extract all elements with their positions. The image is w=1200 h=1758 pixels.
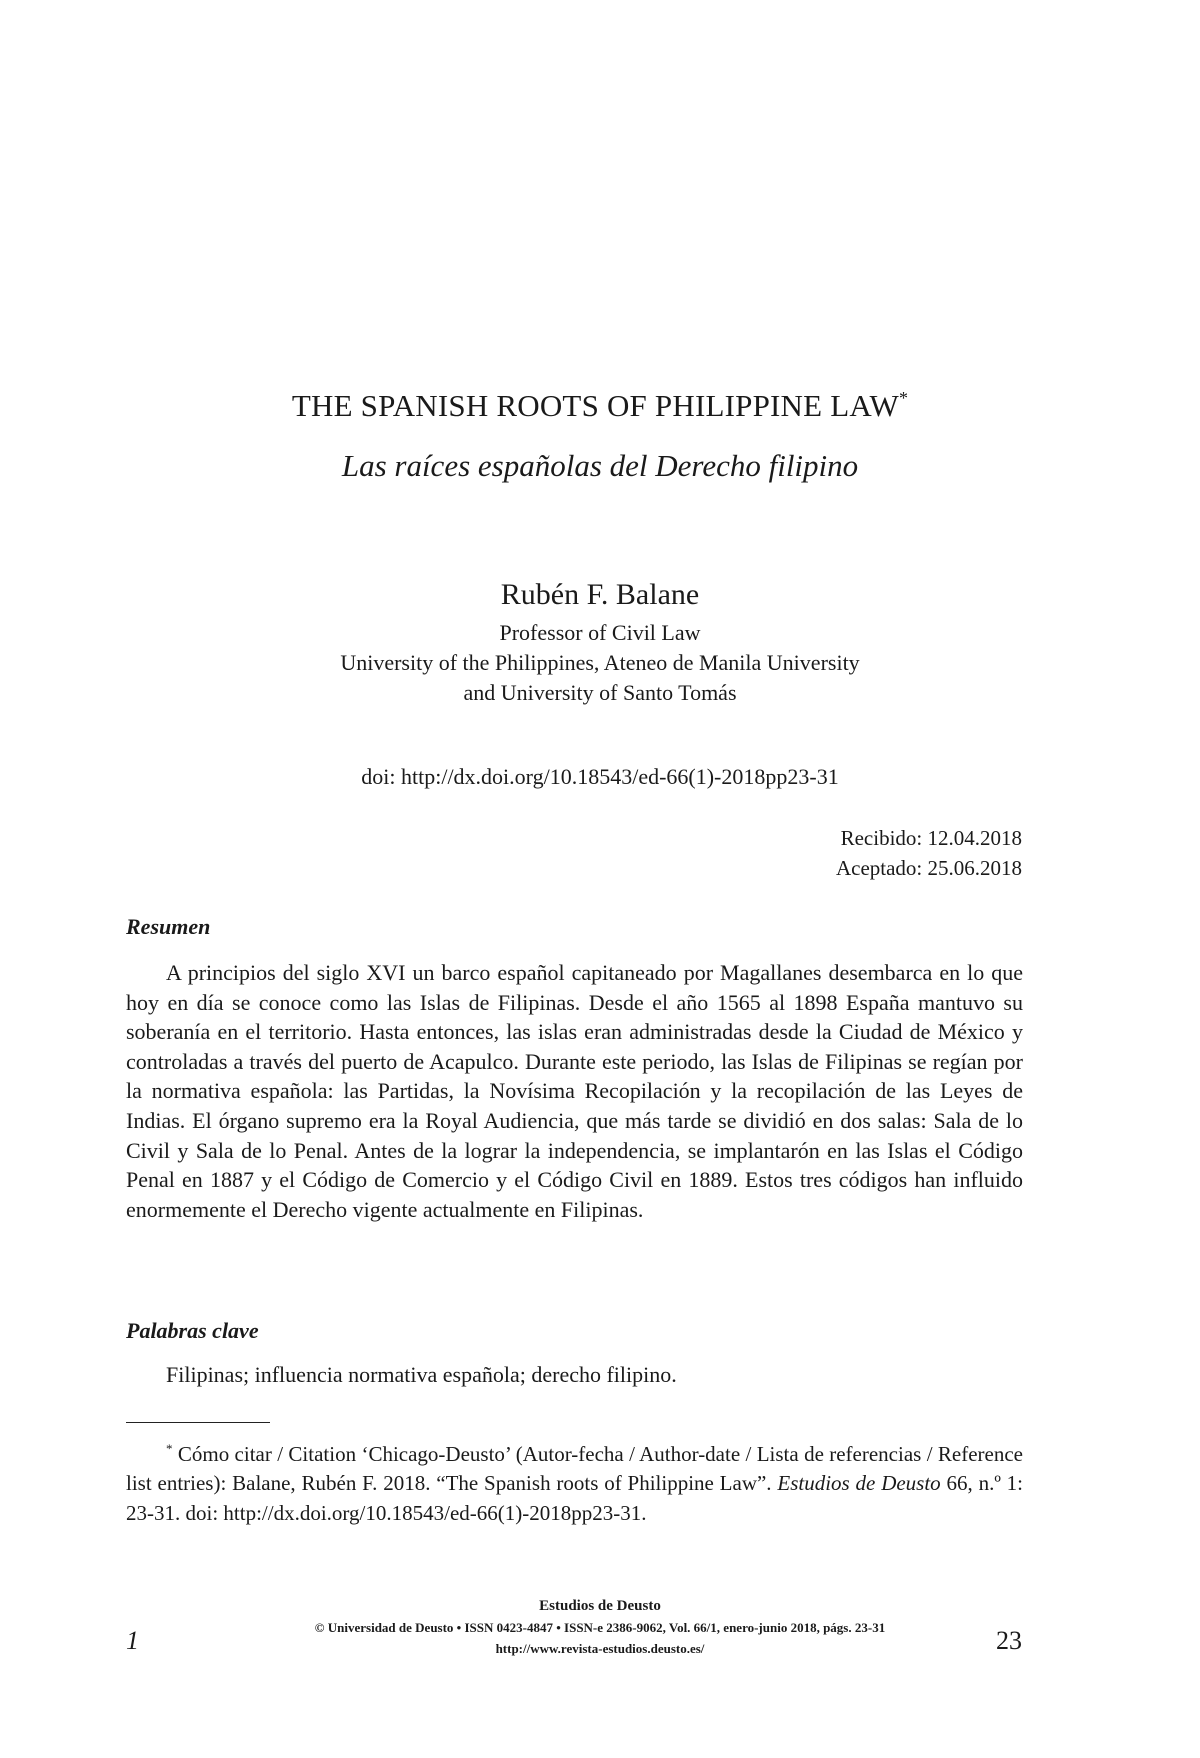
footnote-text-before: Cómo citar / Citation ‘Chicago-Deusto’ (Autor-fecha / Author-date / Lista de referencias / Reference list entries): Balane, Rubén F. 2018. “The Spanish roots of Philippine Law”. xyxy=(126,1442,1023,1496)
title-footnote-marker[interactable]: * xyxy=(898,388,909,408)
article-title-text: THE SPANISH ROOTS OF PHILIPPINE LAW xyxy=(291,388,899,423)
footnote-text-after: 66, n.º 1: 23-31. doi: http://dx.doi.org/10.18543/ed-66(1)-2018pp23-31. xyxy=(126,1471,1023,1525)
abstract-text: A principios del siglo XVI un barco español capitaneado por Magallanes desembarca en lo que hoy en día se conoce como las Islas de Filipinas. Desde el año 1565 al 1898 España mantuvo su soberanía en el territorio. Hasta entonces, las islas eran administradas desde la Ciudad de México y controladas a través del puerto de Acapulco. Durante este periodo, las Islas de Filipinas se regían por la normativa española: las Partidas, la Novísima Recopilación y la recopilación de las Leyes de Indias. El órgano supremo era la Royal Audiencia, que más tarde se dividió en dos salas: Sala de lo Civil y Sala de lo Penal. Antes de la lograr la independencia, se implantarón en las Islas el Código Penal en 1887 y el Código de Comercio y el Código Civil en 1889. Estos tres códigos han influido enormemente el Derecho vigente actualmente en Filipinas. xyxy=(126,960,1023,1222)
journal-footer-name: Estudios de Deusto xyxy=(539,1598,661,1614)
author-affiliation-line1: University of the Philippines, Ateneo de Manila University xyxy=(340,650,860,675)
author-position: Professor of Civil Law xyxy=(499,620,701,645)
article-subtitle: Las raíces españolas del Derecho filipino xyxy=(341,448,859,483)
article-title xyxy=(0,388,1200,424)
abstract-heading: Resumen xyxy=(126,914,211,939)
footnote-marker: * xyxy=(166,1441,173,1456)
journal-footer-url[interactable]: http://www.revista-estudios.deusto.es/ xyxy=(495,1641,705,1656)
author-affiliation-line2: and University of Santo Tomás xyxy=(463,680,737,705)
accepted-date: Aceptado: 25.06.2018 xyxy=(835,856,1022,880)
author-name: Rubén F. Balane xyxy=(500,578,700,611)
keywords-heading: Palabras clave xyxy=(126,1318,259,1343)
received-date: Recibido: 12.04.2018 xyxy=(840,826,1022,850)
footnote-journal-name: Estudios de Deusto xyxy=(777,1471,941,1496)
keywords-text: Filipinas; influencia normativa española; derecho filipino. xyxy=(166,1362,677,1387)
journal-footer-copyright: © Universidad de Deusto • ISSN 0423-4847 • ISSN-e 2386-9062, Vol. 66/1, enero-junio 2018, págs. 23-31 xyxy=(314,1620,886,1635)
citation-footnote xyxy=(126,1434,1023,1528)
doi-link[interactable]: doi: http://dx.doi.org/10.18543/ed-66(1)-2018pp23-31 xyxy=(361,764,839,789)
footnote-divider xyxy=(126,1422,270,1423)
page-roman-numeral: 1 xyxy=(126,1626,139,1655)
page-number: 23 xyxy=(996,1626,1022,1655)
